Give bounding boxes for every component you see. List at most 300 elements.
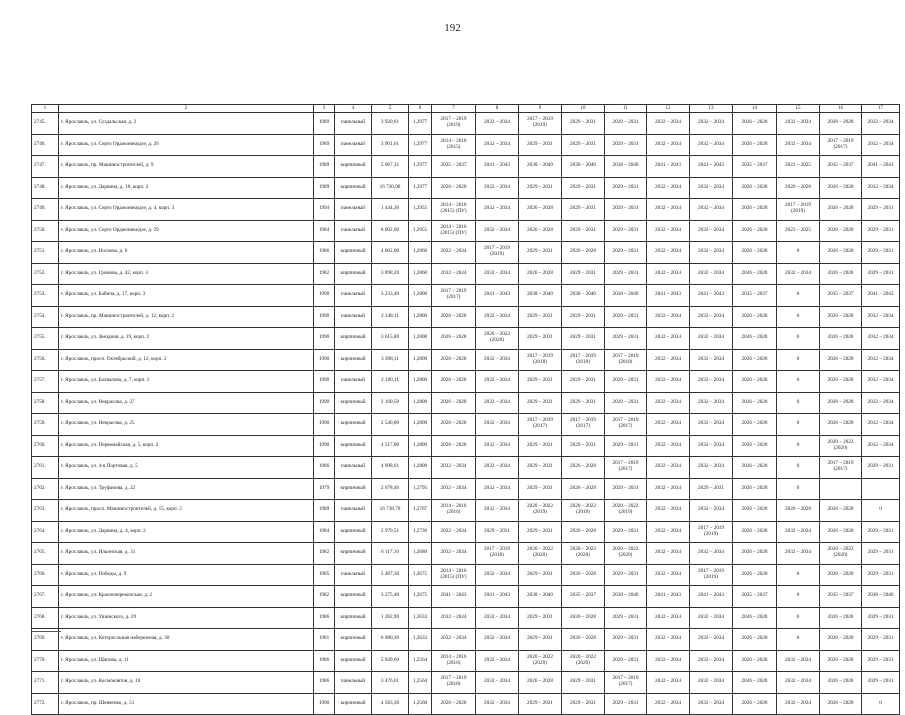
- table-cell-col-14: 2026 – 2028: [733, 371, 777, 393]
- table-row: [32, 199, 900, 221]
- table-cell-col-1: 2768.: [32, 607, 59, 629]
- table-cell-col-7: 2026 – 2028: [432, 693, 476, 715]
- table-cell-col-1: 2749.: [32, 199, 59, 221]
- table-cell-col-15: 0: [777, 328, 820, 350]
- table-cell-col-14: 2035 – 2037: [733, 156, 777, 178]
- table-cell-col-3: 1990: [314, 285, 335, 307]
- table-cell-col-8: 2032 – 2034: [476, 478, 519, 500]
- table-cell-col-13: 2032 – 2034: [690, 263, 733, 285]
- table-cell-col-15: 0: [777, 607, 820, 629]
- table-cell-col-2: г. Ярославль, пр. Машиностроителей, д. 12, корп. 2: [59, 306, 314, 328]
- table-cell-col-3: 1990: [314, 435, 335, 457]
- table-cell-col-4: панельный: [335, 371, 372, 393]
- table-cell-col-14: 2026 – 2028: [733, 414, 777, 436]
- table-cell-col-16: 2026 – 2028: [820, 306, 862, 328]
- table-cell-col-17: 2029 – 2031: [862, 672, 900, 694]
- table-cell-col-4: кирпичный: [335, 414, 372, 436]
- footer-rule: [31, 631, 61, 632]
- table-cell-col-12: 2032 – 2034: [647, 242, 690, 264]
- table-body: [32, 105, 900, 715]
- table-cell-col-7: 2032 – 2034: [432, 629, 476, 651]
- table-cell-col-16: 2026 – 2028: [820, 521, 862, 543]
- table-cell-col-3: 1982: [314, 263, 335, 285]
- table-cell-col-6: 1,2564: [409, 650, 432, 672]
- table-cell-col-10: 2029 – 2031: [562, 392, 605, 414]
- table-cell-col-1: 2761.: [32, 457, 59, 479]
- table-cell-col-8: 2032 – 2034: [476, 500, 519, 522]
- table-cell-col-11: 2038 – 2040: [605, 285, 647, 307]
- table-cell-col-8: 2032 – 2034: [476, 199, 519, 221]
- table-cell-col-3: 1990: [314, 693, 335, 715]
- table-cell-col-1: 2762.: [32, 478, 59, 500]
- table-cell-col-6: 1,2800: [409, 328, 432, 350]
- table-cell-col-4: кирпичный: [335, 263, 372, 285]
- table-cell-col-1: 2764.: [32, 521, 59, 543]
- column-header-4: 4: [335, 105, 372, 113]
- column-header-16: 16: [820, 105, 862, 113]
- table-cell-col-10: 2029 – 2031: [562, 435, 605, 457]
- table-cell-col-2: г. Ярославль, ул. Первомайская, д. 5, корп. 2: [59, 435, 314, 457]
- table-row: [32, 328, 900, 350]
- table-cell-col-6: 1,2633: [409, 607, 432, 629]
- table-cell-col-9: 2029 – 2031: [519, 478, 562, 500]
- table-cell-col-11: 2029 – 2031: [605, 693, 647, 715]
- table-row: [32, 521, 900, 543]
- table-cell-col-6: 1,2977: [409, 177, 432, 199]
- table-cell-col-13: 2032 – 2034: [690, 650, 733, 672]
- table-cell-col-1: 2753.: [32, 285, 59, 307]
- table-cell-col-8: 2032 – 2034: [476, 607, 519, 629]
- table-cell-col-4: кирпичный: [335, 629, 372, 651]
- table-cell-col-11: 2029 – 2031: [605, 650, 647, 672]
- table-cell-col-17: 2041 – 2043: [862, 285, 900, 307]
- table-cell-col-2: г. Ярославль, ул. Бабича, д. 17, корп. 3: [59, 285, 314, 307]
- table-cell-col-15: 0: [777, 586, 820, 608]
- table-cell-col-5: 5 067,31: [372, 156, 409, 178]
- table-cell-col-11: 2029 – 2031: [605, 177, 647, 199]
- table-cell-col-11: 2029 – 2031: [605, 521, 647, 543]
- table-cell-col-9: 2038 – 2040: [519, 285, 562, 307]
- table-cell-col-16: 2026 – 2028: [820, 672, 862, 694]
- table-cell-col-3: 1989: [314, 156, 335, 178]
- table-cell-col-9: 2038 – 2040: [519, 156, 562, 178]
- table-cell-col-17: 2029 – 2031: [862, 242, 900, 264]
- column-number-header-row: [32, 105, 900, 113]
- table-cell-col-9: 2029 – 2031: [519, 693, 562, 715]
- table-cell-col-5: 3 615,80: [372, 328, 409, 350]
- table-cell-col-13: 2032 – 2034: [690, 457, 733, 479]
- table-cell-col-10: 2038 – 2040: [562, 285, 605, 307]
- table-cell-col-9: 2029 – 2031: [519, 607, 562, 629]
- table-cell-col-3: 1982: [314, 543, 335, 565]
- table-cell-col-13: 2032 – 2034: [690, 672, 733, 694]
- table-cell-col-15: 2032 – 2034: [777, 113, 820, 135]
- table-cell-col-7: 2026 – 2028: [432, 435, 476, 457]
- table-cell-col-8: 2017 – 2019 (2018): [476, 543, 519, 565]
- table-cell-col-6: 1,2680: [409, 543, 432, 565]
- table-cell-col-2: г. Ярославль, пр. Шевченко, д. 51: [59, 693, 314, 715]
- table-cell-col-10: 2017 – 2019 (2018): [562, 349, 605, 371]
- table-cell-col-2: г. Ярославль, ул. Ильинская, д. 31: [59, 543, 314, 565]
- table-cell-col-1: 2757.: [32, 371, 59, 393]
- table-cell-col-4: панельный: [335, 306, 372, 328]
- table-cell-col-17: 2029 – 2031: [862, 199, 900, 221]
- table-cell-col-13: 2032 – 2034: [690, 435, 733, 457]
- table-cell-col-7: 2026 – 2028: [432, 328, 476, 350]
- table-cell-col-7: 2014 – 2016 (2016): [432, 650, 476, 672]
- table-row: [32, 349, 900, 371]
- column-header-15: 15: [777, 105, 820, 113]
- table-cell-col-1: 2750.: [32, 220, 59, 242]
- table-cell-col-5: 8 802,60: [372, 220, 409, 242]
- table-cell-col-14: 2026 – 2028: [733, 607, 777, 629]
- table-cell-col-13: 2017 – 2019 (2019): [690, 564, 733, 586]
- table-cell-col-10: 2029 – 2031: [562, 263, 605, 285]
- table-cell-col-5: 2 148,11: [372, 306, 409, 328]
- table-cell-col-1: 2745.: [32, 113, 59, 135]
- table-cell-col-13: 2032 – 2034: [690, 199, 733, 221]
- table-cell-col-3: 1981: [314, 629, 335, 651]
- table-cell-col-16: 2026 – 2028: [820, 242, 862, 264]
- table-cell-col-12: 2032 – 2034: [647, 457, 690, 479]
- table-cell-col-12: 2032 – 2034: [647, 607, 690, 629]
- table-cell-col-16: 2026 – 2028: [820, 220, 862, 242]
- table-cell-col-15: 2032 – 2034: [777, 693, 820, 715]
- table-cell-col-5: 16 720,90: [372, 177, 409, 199]
- table-cell-col-15: 2032 – 2034: [777, 650, 820, 672]
- table-cell-col-13: 2032 – 2034: [690, 607, 733, 629]
- table-cell-col-7: 2032 – 2034: [432, 478, 476, 500]
- table-cell-col-2: г. Ярославль, ул. Некрасова, д. 27: [59, 392, 314, 414]
- table-cell-col-17: 2029 – 2031: [862, 564, 900, 586]
- column-header-14: 14: [733, 105, 777, 113]
- table-cell-col-13: 2032 – 2034: [690, 328, 733, 350]
- table-cell-col-15: 2032 – 2034: [777, 134, 820, 156]
- table-cell-col-5: 2 540,80: [372, 414, 409, 436]
- table-cell-col-10: 2020 – 2022 (2019): [562, 500, 605, 522]
- page-number: 192: [444, 22, 461, 34]
- table-cell-col-7: 2014 – 2016 (2016): [432, 500, 476, 522]
- table-row: [32, 263, 900, 285]
- table-cell-col-16: 2026 – 2028: [820, 199, 862, 221]
- table-row: [32, 177, 900, 199]
- table-cell-col-3: 1990: [314, 371, 335, 393]
- table-cell-col-12: 2032 – 2034: [647, 199, 690, 221]
- table-cell-col-11: 2029 – 2031: [605, 134, 647, 156]
- table-cell-col-6: 1,2955: [409, 199, 432, 221]
- table-cell-col-5: 4 583,30: [372, 693, 409, 715]
- table-cell-col-6: 1,2767: [409, 500, 432, 522]
- table-row: [32, 629, 900, 651]
- table-cell-col-3: 1985: [314, 564, 335, 586]
- table-cell-col-8: 2032 – 2034: [476, 564, 519, 586]
- table-cell-col-8: 2032 – 2034: [476, 672, 519, 694]
- table-cell-col-13: 2032 – 2034: [690, 500, 733, 522]
- table-cell-col-7: 2032 – 2034: [432, 242, 476, 264]
- table-cell-col-10: 2029 – 2031: [562, 306, 605, 328]
- table-cell-col-17: 2032 – 2034: [862, 177, 900, 199]
- table-cell-col-12: 2032 – 2034: [647, 435, 690, 457]
- table-cell-col-7: 2035 – 2037: [432, 156, 476, 178]
- table-cell-col-5: 4 098,61: [372, 457, 409, 479]
- table-cell-col-14: 2026 – 2028: [733, 521, 777, 543]
- table-cell-col-14: 2026 – 2028: [733, 306, 777, 328]
- table-row: [32, 435, 900, 457]
- table-cell-col-17: 2029 – 2031: [862, 263, 900, 285]
- table-cell-col-12: 2032 – 2034: [647, 521, 690, 543]
- table-cell-col-2: г. Ярославль, просп. Октябрьский, д. 12, корп. 2: [59, 349, 314, 371]
- table-cell-col-2: г. Ярославль, ул. Победы, д. 9: [59, 564, 314, 586]
- table-cell-col-12: 2032 – 2034: [647, 500, 690, 522]
- table-cell-col-10: 2026 – 2028: [562, 242, 605, 264]
- table-cell-col-8: 2032 – 2034: [476, 263, 519, 285]
- column-header-5: 5: [372, 105, 409, 113]
- table-cell-col-4: панельный: [335, 199, 372, 221]
- table-cell-col-15: 2023 – 2025: [777, 220, 820, 242]
- table-cell-col-16: 2026 – 2028: [820, 629, 862, 651]
- table-cell-col-16: 2017 – 2019 (2017): [820, 134, 862, 156]
- table-cell-col-5: 3 898,20: [372, 263, 409, 285]
- table-cell-col-10: 2029 – 2031: [562, 328, 605, 350]
- table-cell-col-7: 2017 – 2019 (2018): [432, 672, 476, 694]
- table-cell-col-11: 2038 – 2040: [605, 156, 647, 178]
- table-cell-col-15: 0: [777, 306, 820, 328]
- table-cell-col-14: 2026 – 2028: [733, 564, 777, 586]
- table-cell-col-8: 2032 – 2034: [476, 349, 519, 371]
- table-cell-col-4: кирпичный: [335, 392, 372, 414]
- table-cell-col-9: 2026 – 2028: [519, 220, 562, 242]
- column-header-6: 6: [409, 105, 432, 113]
- table-cell-col-1: 2746.: [32, 134, 59, 156]
- table-cell-col-3: 1982: [314, 586, 335, 608]
- table-cell-col-7: 2032 – 2034: [432, 607, 476, 629]
- table-cell-col-14: 2026 – 2028: [733, 629, 777, 651]
- column-header-17: 17: [862, 105, 900, 113]
- table-cell-col-2: г. Ярославль, ул. Дарвина, д. 10, корп. 2: [59, 177, 314, 199]
- table-cell-col-10: 2038 – 2040: [562, 156, 605, 178]
- table-cell-col-12: 2032 – 2034: [647, 306, 690, 328]
- table-cell-col-6: 1,2977: [409, 156, 432, 178]
- table-cell-col-10: 2029 – 2031: [562, 134, 605, 156]
- table-cell-col-16: 2035 – 2037: [820, 156, 862, 178]
- table-cell-col-14: 2026 – 2028: [733, 500, 777, 522]
- table-cell-col-6: 1,2675: [409, 564, 432, 586]
- table-cell-col-6: 1,2730: [409, 521, 432, 543]
- column-header-2: 2: [59, 105, 314, 113]
- table-cell-col-7: 2032 – 2034: [432, 521, 476, 543]
- table-cell-col-10: 2029 – 2031: [562, 693, 605, 715]
- table-cell-col-16: 2026 – 2028: [820, 371, 862, 393]
- table-cell-col-13: 2032 – 2034: [690, 134, 733, 156]
- table-cell-col-16: 2026 – 2028: [820, 414, 862, 436]
- table-cell-col-9: 2029 – 2031: [519, 306, 562, 328]
- table-cell-col-15: 0: [777, 285, 820, 307]
- table-cell-col-6: 1,2860: [409, 263, 432, 285]
- table-cell-col-4: панельный: [335, 672, 372, 694]
- table-cell-col-17: 2032 – 2034: [862, 328, 900, 350]
- table-cell-col-9: 2026 – 2028: [519, 672, 562, 694]
- table-cell-col-8: 2041 – 2043: [476, 156, 519, 178]
- table-cell-col-2: г. Ярославль, ул. Которосльная набережная, д. 30: [59, 629, 314, 651]
- table-cell-col-8: 2029 – 2031: [476, 521, 519, 543]
- table-cell-col-8: 2020 – 2022 (2020): [476, 328, 519, 350]
- table-cell-col-14: 2026 – 2028: [733, 349, 777, 371]
- table-cell-col-9: 2026 – 2028: [519, 263, 562, 285]
- table-cell-col-4: кирпичный: [335, 435, 372, 457]
- table-cell-col-9: 2029 – 2031: [519, 328, 562, 350]
- table-cell-col-6: 1,2800: [409, 392, 432, 414]
- table-cell-col-5: 3 901,61: [372, 134, 409, 156]
- table-cell-col-14: 2026 – 2028: [733, 134, 777, 156]
- table-cell-col-7: 2032 – 2034: [432, 263, 476, 285]
- table-cell-col-6: 1,2675: [409, 586, 432, 608]
- table-cell-col-16: 2026 – 2028: [820, 177, 862, 199]
- table-cell-col-9: 2026 – 2028: [519, 199, 562, 221]
- table-cell-col-14: 2026 – 2028: [733, 113, 777, 135]
- table-row: [32, 607, 900, 629]
- table-cell-col-1: 2758.: [32, 392, 59, 414]
- table-cell-col-13: 2032 – 2034: [690, 242, 733, 264]
- table-cell-col-16: [820, 478, 862, 500]
- table-cell-col-12: 2032 – 2034: [647, 371, 690, 393]
- table-cell-col-11: 2029 – 2031: [605, 629, 647, 651]
- table-cell-col-4: панельный: [335, 285, 372, 307]
- table-cell-col-11: 2029 – 2031: [605, 328, 647, 350]
- table-cell-col-10: 2026 – 2028: [562, 478, 605, 500]
- table-cell-col-9: 2029 – 2031: [519, 371, 562, 393]
- table-cell-col-12: 2041 – 2043: [647, 285, 690, 307]
- table-row: [32, 650, 900, 672]
- table-cell-col-4: кирпичный: [335, 650, 372, 672]
- table-cell-col-17: 2029 – 2031: [862, 650, 900, 672]
- table-cell-col-5: 2 180,11: [372, 371, 409, 393]
- table-cell-col-1: 2759.: [32, 414, 59, 436]
- table-cell-col-3: 1990: [314, 306, 335, 328]
- table-cell-col-7: 2041 – 2043: [432, 586, 476, 608]
- table-cell-col-8: 2032 – 2034: [476, 457, 519, 479]
- table-cell-col-4: панельный: [335, 113, 372, 135]
- table-cell-col-12: 2032 – 2034: [647, 543, 690, 565]
- table-cell-col-9: 2029 – 2031: [519, 177, 562, 199]
- table-cell-col-14: 2035 – 2037: [733, 285, 777, 307]
- table-cell-col-15: 0: [777, 414, 820, 436]
- table-cell-col-14: 2026 – 2028: [733, 328, 777, 350]
- table-cell-col-17: 2032 – 2034: [862, 134, 900, 156]
- column-header-13: 13: [690, 105, 733, 113]
- table-cell-col-1: 2767.: [32, 586, 59, 608]
- table-cell-col-9: 2017 – 2019 (2017): [519, 414, 562, 436]
- table-cell-col-17: 2029 – 2031: [862, 607, 900, 629]
- table-cell-col-11: 2029 – 2031: [605, 371, 647, 393]
- table-cell-col-2: г. Ярославль, ул. Суздальская, д. 2: [59, 113, 314, 135]
- table-cell-col-1: 2766.: [32, 564, 59, 586]
- table-cell-col-3: 1986: [314, 650, 335, 672]
- table-cell-col-3: 1990: [314, 392, 335, 414]
- table-cell-col-6: 1,2560: [409, 693, 432, 715]
- column-header-11: 11: [605, 105, 647, 113]
- table-cell-col-11: 2029 – 2031: [605, 392, 647, 414]
- table-cell-col-3: 1994: [314, 199, 335, 221]
- table-cell-col-7: 2014 – 2016 (2015) (ПУ): [432, 564, 476, 586]
- table-cell-col-3: 1986: [314, 607, 335, 629]
- column-header-3: 3: [314, 105, 335, 113]
- table-cell-col-10: 2026 – 2028: [562, 607, 605, 629]
- table-cell-col-9: 2029 – 2031: [519, 564, 562, 586]
- table-cell-col-9: 2017 – 2019 (2018): [519, 349, 562, 371]
- table-cell-col-8: 2032 – 2034: [476, 414, 519, 436]
- table-cell-col-11: 2017 – 2019 (2017): [605, 457, 647, 479]
- table-cell-col-7: 2014 – 2016 (2015) (ПУ): [432, 199, 476, 221]
- table-cell-col-5: 4 002,00: [372, 242, 409, 264]
- table-cell-col-16: 2026 – 2028: [820, 650, 862, 672]
- table-cell-col-12: 2032 – 2034: [647, 113, 690, 135]
- table-cell-col-16: 2026 – 2028: [820, 564, 862, 586]
- table-cell-col-10: 2026 – 2028: [562, 629, 605, 651]
- table-cell-col-17: 2032 – 2034: [862, 306, 900, 328]
- table-cell-col-7: 2014 – 2016 (2015) (ПУ): [432, 220, 476, 242]
- table-cell-col-13: 2032 – 2034: [690, 693, 733, 715]
- table-cell-col-1: 2765.: [32, 543, 59, 565]
- table-cell-col-2: г. Ярославль, ул. Космонавтов, д. 16: [59, 672, 314, 694]
- table-cell-col-14: 2026 – 2028: [733, 543, 777, 565]
- table-row: [32, 242, 900, 264]
- table-cell-col-9: 2029 – 2031: [519, 629, 562, 651]
- table-cell-col-13: 2032 – 2034: [690, 113, 733, 135]
- table-cell-col-11: 2029 – 2031: [605, 113, 647, 135]
- table-cell-col-8: 2032 – 2034: [476, 113, 519, 135]
- table-cell-col-14: 2026 – 2028: [733, 435, 777, 457]
- table-cell-col-1: 2756.: [32, 349, 59, 371]
- table-cell-col-8: 2032 – 2034: [476, 435, 519, 457]
- table-cell-col-4: панельный: [335, 500, 372, 522]
- table-cell-col-7: 2032 – 2034: [432, 457, 476, 479]
- table-cell-col-15: 0: [777, 242, 820, 264]
- table-cell-col-5: 6 080,30: [372, 629, 409, 651]
- table-cell-col-17: 0: [862, 693, 900, 715]
- table-cell-col-2: г. Ярославль, пр. Машиностроителей, д. 9: [59, 156, 314, 178]
- table-cell-col-17: 2032 – 2034: [862, 435, 900, 457]
- table-cell-col-4: кирпичный: [335, 521, 372, 543]
- table-cell-col-6: 1,2977: [409, 113, 432, 135]
- table-cell-col-11: 2029 – 2031: [605, 607, 647, 629]
- table-cell-col-7: 2026 – 2028: [432, 177, 476, 199]
- table-cell-col-5: 1 282,90: [372, 607, 409, 629]
- table-row: [32, 306, 900, 328]
- table-cell-col-14: 2026 – 2028: [733, 693, 777, 715]
- table-cell-col-3: 1989: [314, 500, 335, 522]
- table-cell-col-17: 2032 – 2034: [862, 113, 900, 135]
- table-cell-col-6: 1,2800: [409, 285, 432, 307]
- table-cell-col-16: 2026 – 2028: [820, 693, 862, 715]
- table-cell-col-1: 2770.: [32, 650, 59, 672]
- table-cell-col-15: 0: [777, 435, 820, 457]
- table-cell-col-10: 2029 – 2031: [562, 199, 605, 221]
- table-cell-col-1: 2771.: [32, 672, 59, 694]
- table-cell-col-13: 2029 – 2031: [690, 478, 733, 500]
- table-cell-col-14: 2026 – 2028: [733, 263, 777, 285]
- table-cell-col-16: 2026 – 2028: [820, 113, 862, 135]
- table-cell-col-15: 2023 – 2025: [777, 156, 820, 178]
- table-cell-col-12: 2032 – 2034: [647, 328, 690, 350]
- table-cell-col-12: 2032 – 2034: [647, 392, 690, 414]
- table-cell-col-6: 1,2564: [409, 672, 432, 694]
- table-cell-col-3: 1990: [314, 414, 335, 436]
- table-cell-col-6: 1,2633: [409, 629, 432, 651]
- table-cell-col-6: 1,2800: [409, 306, 432, 328]
- table-cell-col-4: панельный: [335, 134, 372, 156]
- table-cell-col-7: 2032 – 2034: [432, 543, 476, 565]
- table-cell-col-8: 2032 – 2034: [476, 629, 519, 651]
